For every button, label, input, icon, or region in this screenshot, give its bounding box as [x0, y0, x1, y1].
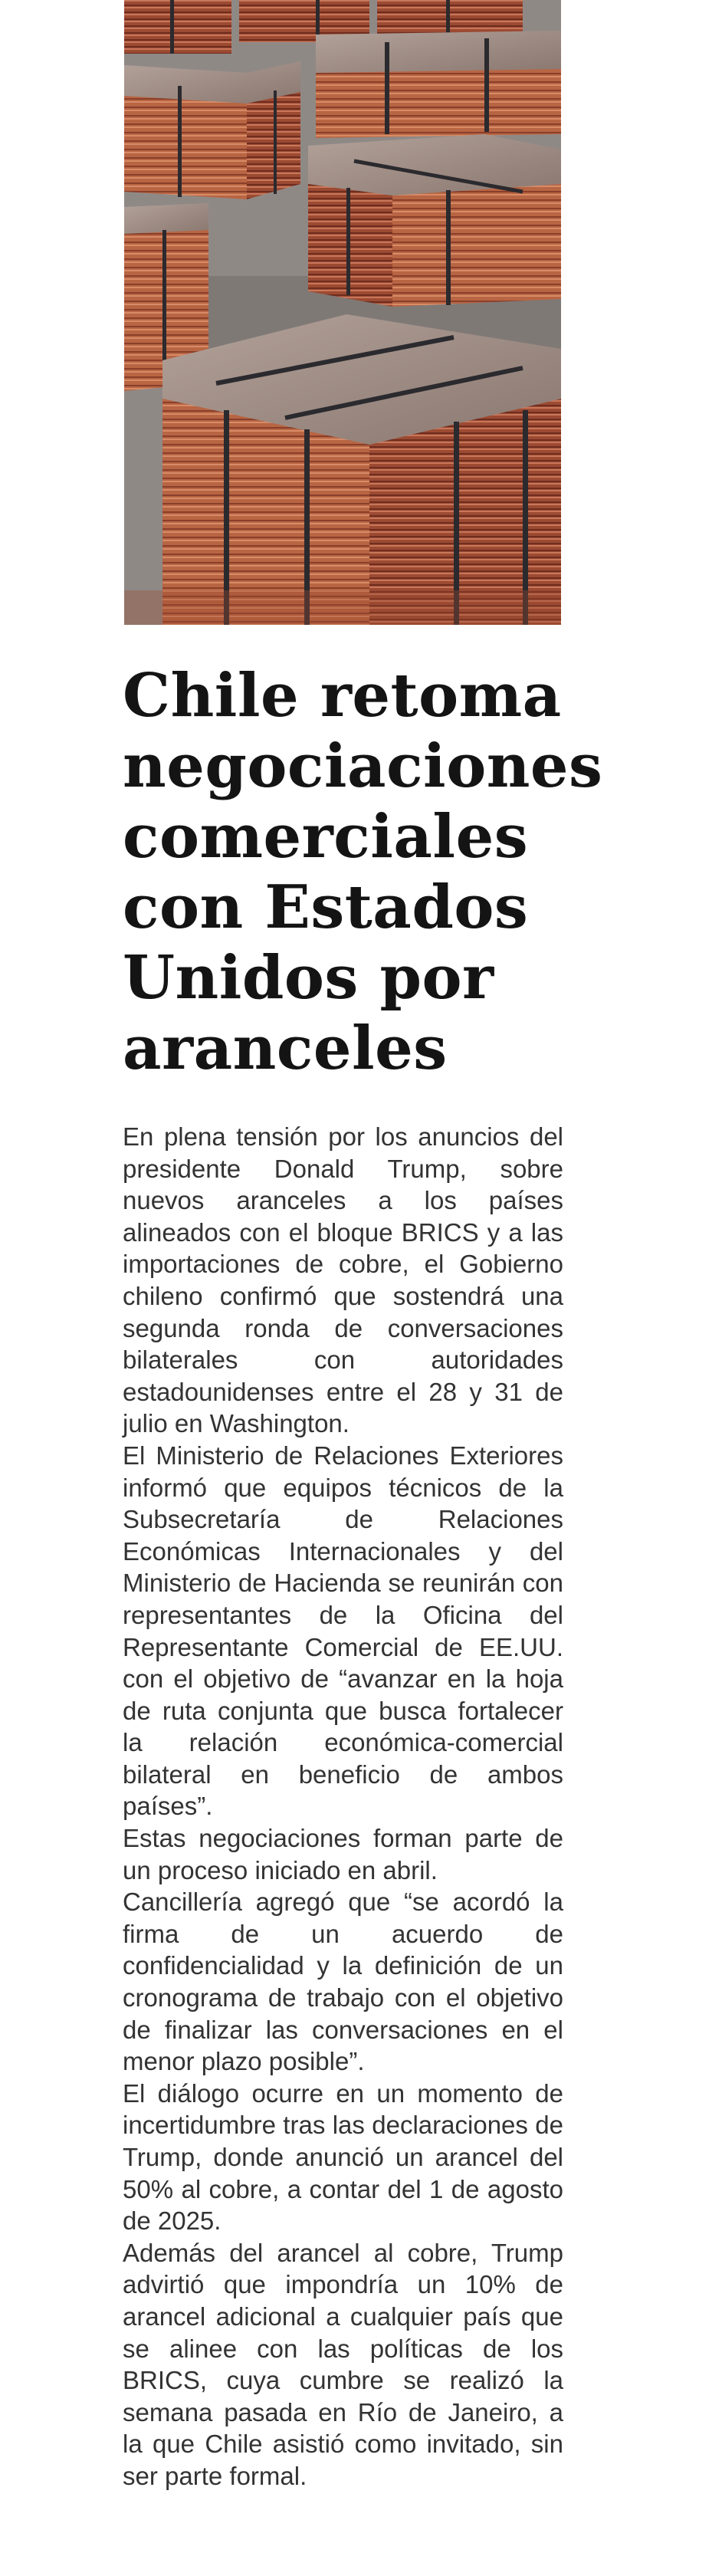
copper-stack-front	[162, 314, 561, 625]
paragraph: Cancillería agregó que “se acordó la firma de un acuerdo de confidencialidad y la definición de un cronograma de trabajo con el objetivo de finalizar las conversaciones en el menor plazo posible”.	[123, 1888, 563, 2076]
copper-stack-right-top	[316, 31, 561, 138]
paragraph: El Ministerio de Relaciones Exteriores informó que equipos técnicos de la Subsecretaría de Relaciones Económicas Internacionales y del Ministerio de Hacienda se reunirán con representantes de la Oficina del Representante Comercial de EE.UU. con el objetivo de “avanzar en la hoja de ruta conjunta que busca fortalecer la relación económica-comercial bilateral en beneficio de ambos países”.	[123, 1441, 563, 1821]
copper-cathodes-photo	[124, 0, 561, 625]
headline-line: Chile retoma	[123, 661, 562, 731]
headline-line: comerciales	[123, 802, 529, 872]
headline-line: aranceles	[123, 1014, 448, 1083]
paragraph: Estas negociaciones forman parte de un proceso iniciado en abril.	[123, 1824, 563, 1884]
headline-line: negociaciones	[123, 731, 603, 801]
copper-stack-right-mid	[308, 134, 561, 307]
copper-stack-left-top	[124, 61, 300, 199]
headline-line: con Estados	[123, 872, 529, 942]
headline	[123, 661, 603, 1084]
paragraph: El diálogo ocurre en un momento de incertidumbre tras las declaraciones de Trump, donde anunció un arancel del 50% al cobre, a contar del 1 de agosto de 2025.	[123, 2078, 563, 2236]
paragraph: Además del arancel al cobre, Trump advirtió que impondría un 10% de arancel adicional a cualquier país que se alinee con las políticas de los BRICS, cuya cumbre se realizó la semana pasada en Río de Janeiro, a la que Chile asistió como invitado, sin ser parte formal.	[123, 2238, 563, 2490]
paragraph: En plena tensión por los anuncios del presidente Donald Trump, sobre nuevos aranceles a los países alineados con el bloque BRICS y a las importaciones de cobre, el Gobierno chileno confirmó que sostendrá una segunda ronda de conversaciones bilaterales con autoridades estadounidenses entre el 28 y 31 de julio en Washington.	[123, 1122, 563, 1438]
headline-line: Unidos por	[123, 943, 494, 1013]
article-body	[123, 1121, 563, 2492]
